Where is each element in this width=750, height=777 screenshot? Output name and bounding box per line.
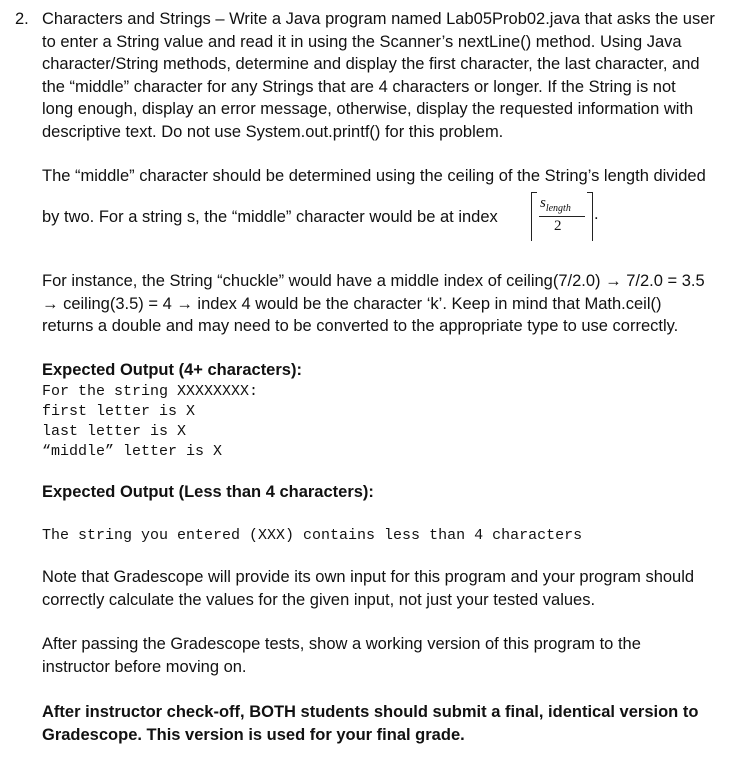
expected-output-4plus	[42, 359, 742, 462]
intro-line: to enter a String value and read it in using the Scanner’s nextLine() method. Using Java	[42, 32, 682, 51]
gradescope-note	[42, 566, 742, 611]
formula-numerator: $s_{length}$	[540, 195, 571, 214]
expected-output-less-line	[42, 523, 742, 546]
expected-output-line: “middle” letter is X	[42, 442, 223, 460]
fraction-bar	[539, 216, 585, 217]
ceiling-right-bracket	[587, 192, 593, 241]
problem-intro	[42, 8, 742, 143]
expected-output-heading: Expected Output (Less than 4 characters):	[42, 483, 374, 501]
chuckle-example	[42, 270, 742, 338]
intro-line: the “middle” character for any Strings that are 4 characters or longer. If the String is not	[42, 77, 676, 96]
expected-output-line: first letter is X	[42, 402, 196, 420]
checkoff-note	[42, 633, 742, 678]
problem-number: 2.	[15, 10, 29, 28]
example-line: For instance, the String “chuckle” would have a middle index of ceiling(7/2.0) → 7/2.0 = 3.5	[42, 272, 705, 290]
example-line: → ceiling(3.5) = 4 → index 4 would be the character ‘k’. Keep in mind that Math.ceil()	[42, 294, 662, 313]
note-line: instructor before moving on.	[42, 657, 247, 676]
intro-line: long enough, display an error message, otherwise, display the requested information with	[42, 100, 694, 118]
intro-line: Characters and Strings – Write a Java program named Lab05Prob02.java that asks the user	[42, 10, 715, 28]
middle-definition-line: by two. For a string s, the “middle” character would be at index	[42, 208, 498, 226]
formula-period: .	[594, 205, 599, 223]
note-line: After instructor check-off, BOTH students should submit a final, identical version to	[42, 703, 699, 721]
ceiling-formula	[529, 192, 599, 242]
note-line: Note that Gradescope will provide its own input for this program and your program should	[42, 568, 695, 586]
expected-output-heading: Expected Output (4+ characters):	[42, 361, 302, 379]
expected-output-line: last letter is X	[42, 422, 187, 440]
submission-note	[42, 701, 742, 746]
example-line: returns a double and may need to be converted to the appropriate type to use correctly.	[42, 317, 679, 335]
middle-definition	[42, 165, 742, 188]
intro-line: descriptive text. Do not use System.out.printf() for this problem.	[42, 122, 504, 141]
ceiling-left-bracket	[531, 192, 537, 241]
note-line: Gradescope. This version is used for your final grade.	[42, 725, 465, 744]
expected-output-less	[42, 481, 742, 504]
expected-output-line: The string you entered (XXX) contains less than 4 characters	[42, 527, 583, 544]
middle-definition-cont	[42, 206, 742, 229]
formula-denominator: 2	[554, 218, 562, 234]
middle-definition-line: The “middle” character should be determined using the ceiling of the String’s length divided	[42, 167, 706, 185]
intro-line: character/String methods, determine and display the first character, the last character, and	[42, 55, 700, 73]
expected-output-line: For the string XXXXXXXX:	[42, 382, 259, 400]
note-line: correctly calculate the values for the given input, not just your tested values.	[42, 590, 596, 609]
note-line: After passing the Gradescope tests, show a working version of this program to the	[42, 635, 641, 653]
